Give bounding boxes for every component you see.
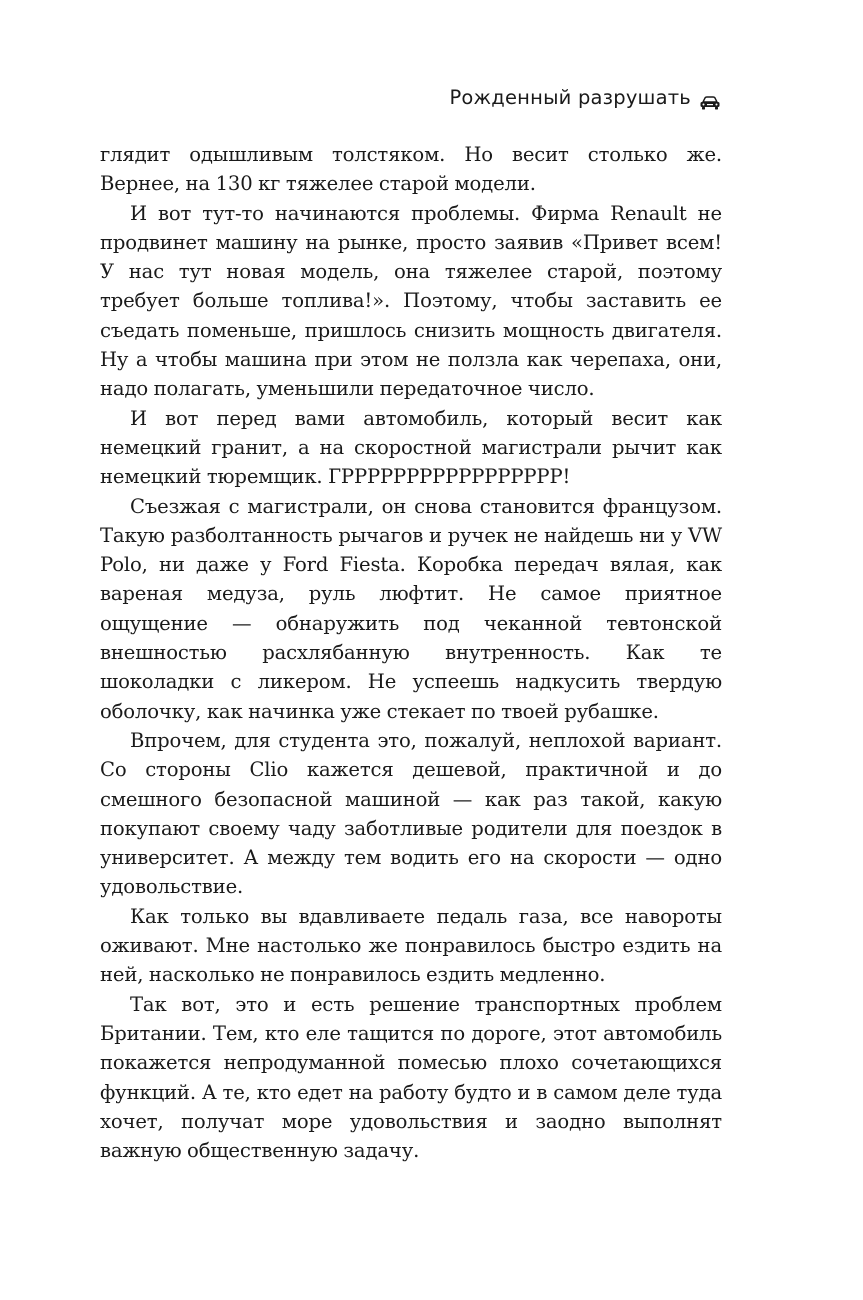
paragraph: Впрочем, для студента это, пожалуй, неплохой вариант. Со стороны Clio кажется дешевой, практичной и до смешного безопасной машиной — как раз такой, какую покупают своему чаду заботливые родители для поездок в университет. А между тем водить его на скорости — одно удовольствие. <box>100 728 722 899</box>
body-text <box>100 140 722 1165</box>
paragraph: глядит одышливым толстяком. Но весит столько же. Вернее, на 130 кг тяжелее старой модели. <box>100 143 722 196</box>
paragraph: Как только вы вдавливаете педаль газа, все навороты оживают. Мне настолько же понравилось быстро ездить на ней, насколько не понравилось ездить медленно. <box>100 904 722 987</box>
paragraph: Съезжая с магистрали, он снова становится французом. Такую разболтанность рычагов и ручек не найдешь ни у VW Polo, ни даже у Ford Fiesta. Коробка передач вялая, как вареная медуза, руль люфтит. Не самое приятное ощущение — обнаружить под чеканной тевтонской внешностью расхлябанную внутренность. Как те шоколадки с ликером. Не успеешь надкусить твердую оболочку, как начинка уже стекает по твоей рубашке. <box>100 494 722 723</box>
paragraph: И вот тут-то начинаются проблемы. Фирма Renault не продвинет машину на рынке, просто заявив «Привет всем! У нас тут новая модель, она тяжелее старой, поэтому требует больше топлива!». Поэтому, чтобы заставить ее съедать поменьше, пришлось снизить мощность двигателя. Ну а чтобы машина при этом не ползла как черепаха, они, надо полагать, уменьшили передаточное число. <box>100 201 722 401</box>
running-head <box>449 86 721 109</box>
car-icon <box>699 92 721 106</box>
paragraph: Так вот, это и есть решение транспортных проблем Британии. Тем, кто еле тащится по дороге, этот автомобиль покажется непродуманной помесью плохо сочетающихся функций. А те, кто едет на работу будто и в самом деле туда хочет, получат море удовольствия и заодно выполнят важную общественную задачу. <box>100 992 722 1163</box>
paragraph: И вот перед вами автомобиль, который весит как немецкий гранит, а на скоростной магистрали рычит как немецкий тюремщик. ГРРРРРРРРРРРРРРРРР! <box>100 406 722 489</box>
running-title: Рожденный разрушать <box>449 86 691 109</box>
